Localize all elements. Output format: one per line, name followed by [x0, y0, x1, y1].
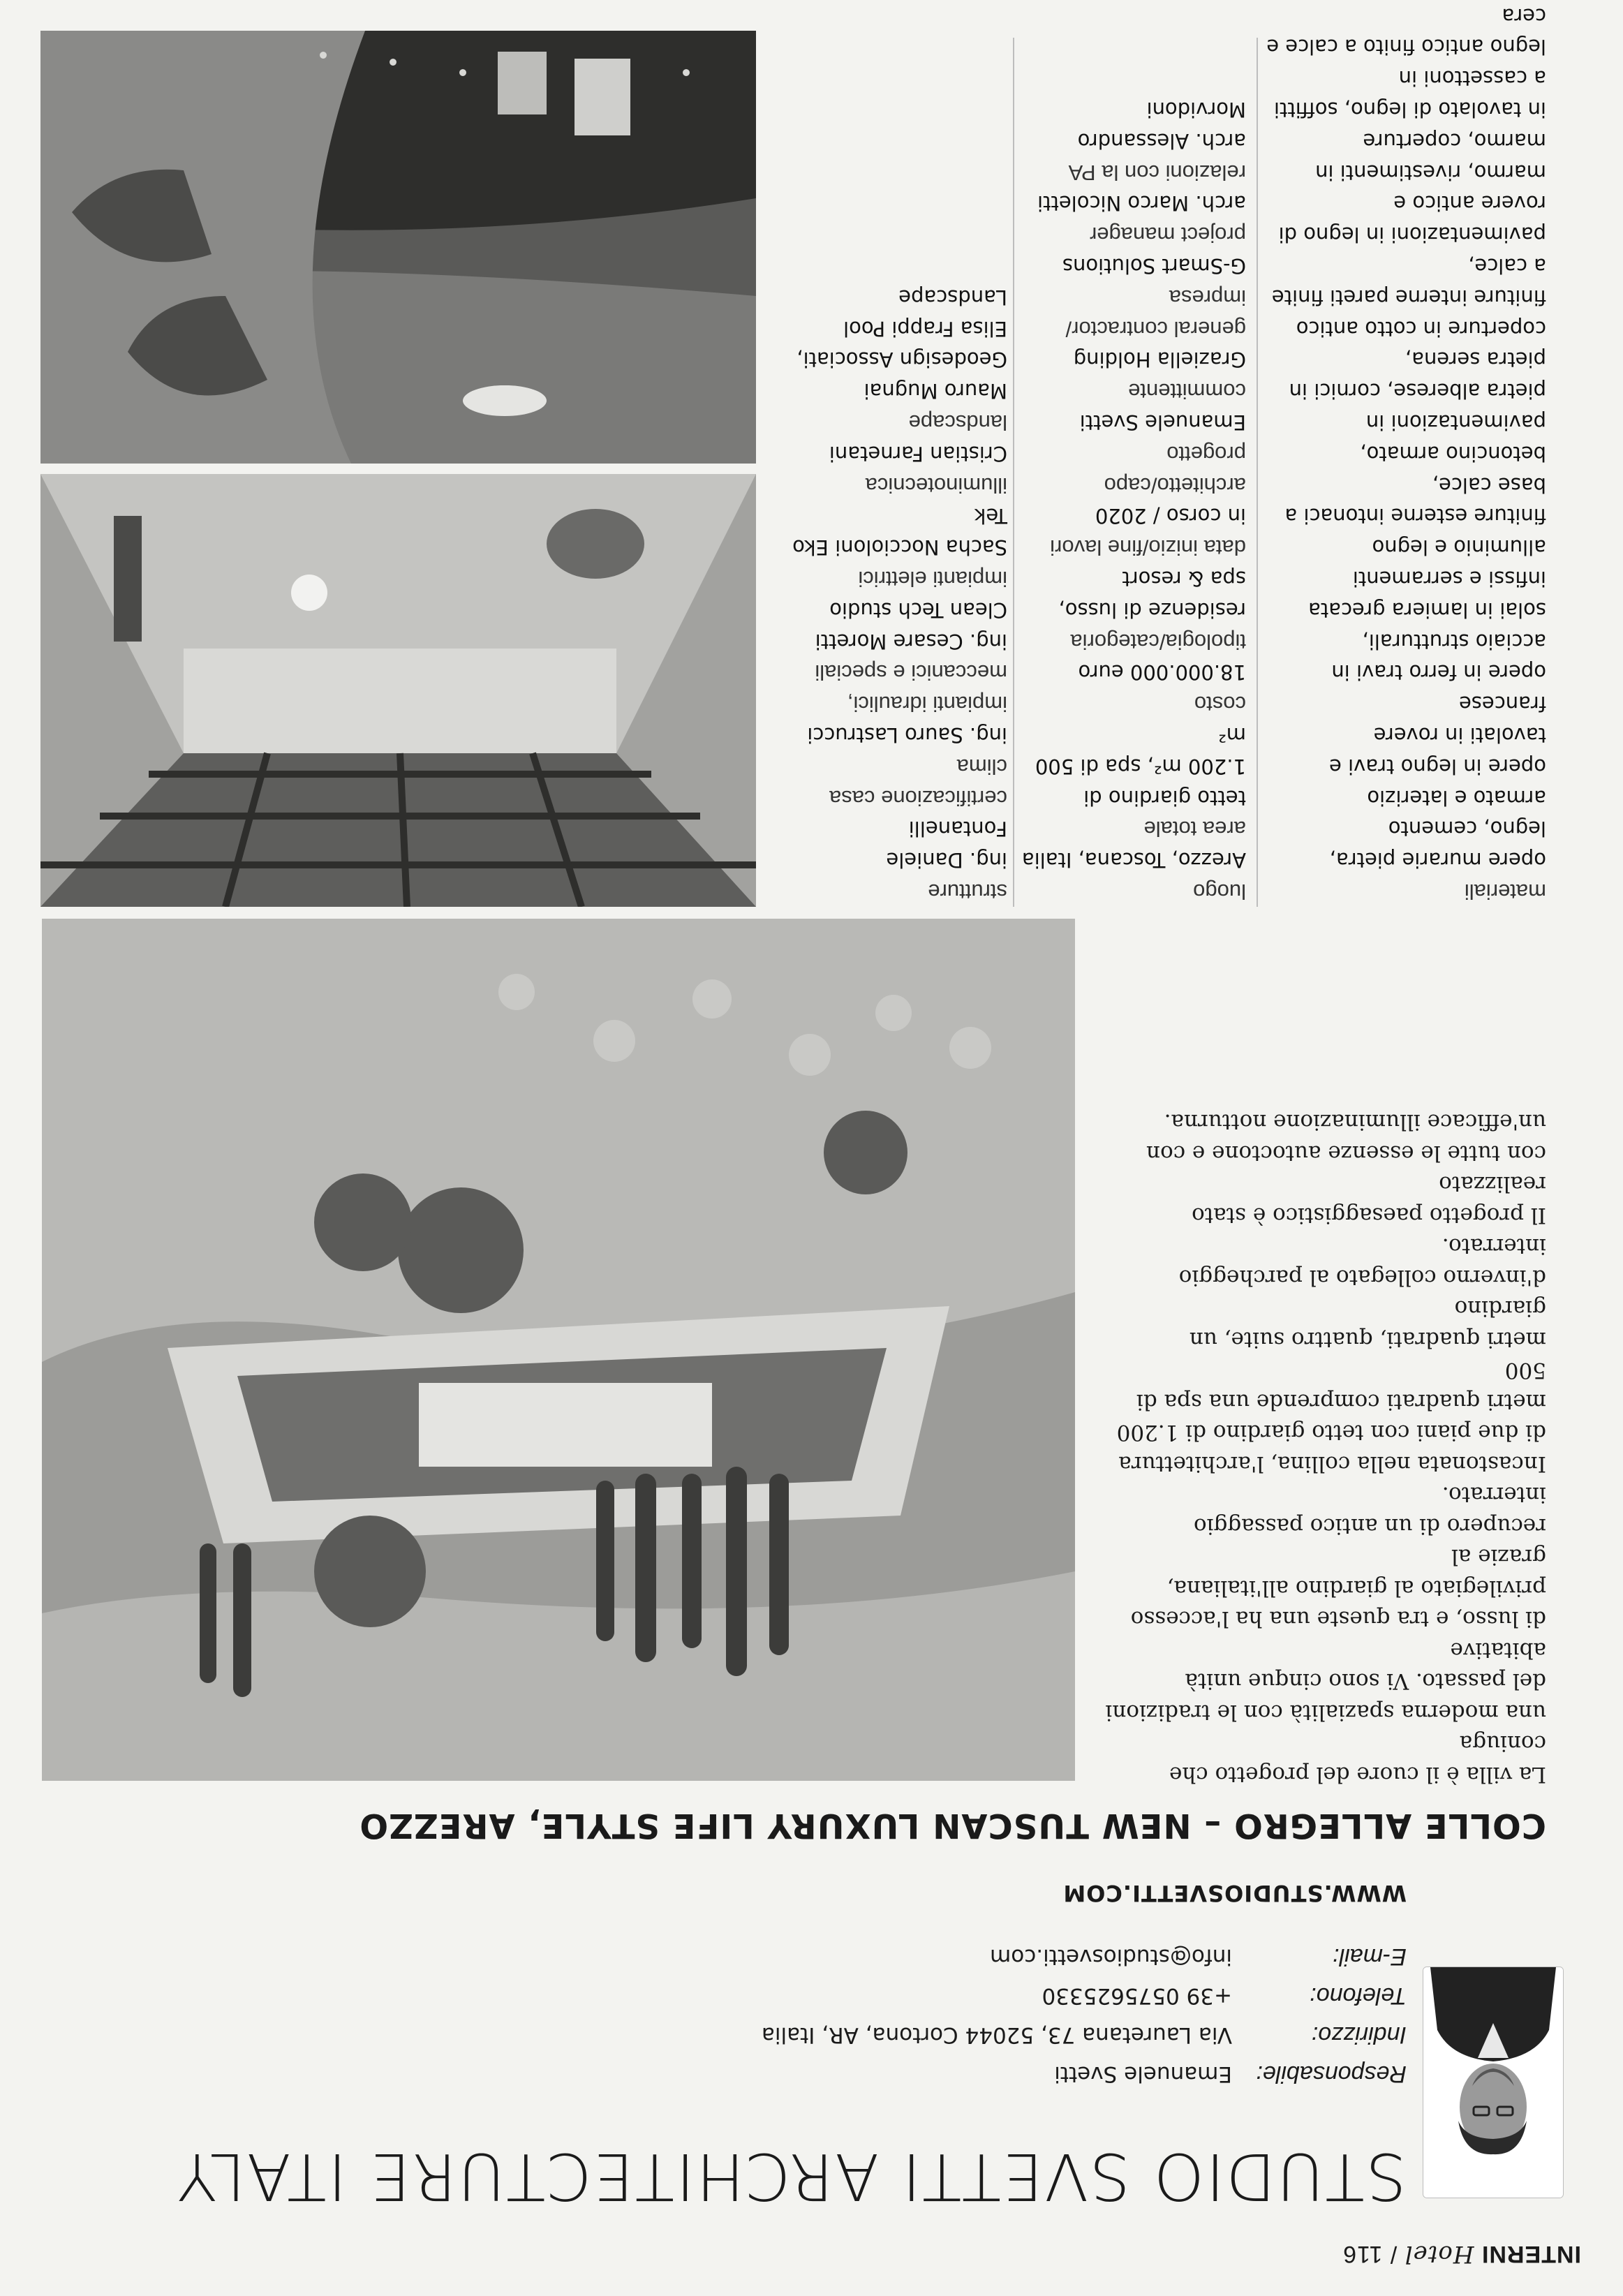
credit-label: tipologia/categoria — [1070, 629, 1246, 654]
credit-value: Elisa Frappi Pool — [843, 316, 1007, 341]
credit-label: area totale — [1143, 817, 1246, 842]
intro-line: una moderna spazialità con le tradizioni — [1105, 1700, 1546, 1725]
consultants-column — [791, 281, 1007, 907]
intro-line: privilegiato al giardino all'italiana, grazie al — [1166, 1544, 1546, 1601]
credit-label: impianti idraulici, meccanici e speciali — [815, 660, 1007, 717]
intro-line: recupero di un antico passaggio interrato. — [1193, 1482, 1546, 1539]
contact-value: +39 0575625330 — [1042, 1983, 1232, 2008]
contact-value: Emanuele Svetti — [1054, 2061, 1232, 2087]
portrait-illustration — [1423, 1967, 1563, 2198]
credit-value: 1.200 m², spa di 500 m² — [1035, 723, 1246, 778]
credit-label: certificazione casa clima — [829, 754, 1007, 810]
credit-label: project manager — [1089, 223, 1246, 248]
contact-label: Indirizzo: — [1311, 2022, 1407, 2048]
contact-label: Telefono: — [1310, 1983, 1407, 2009]
credit-label: luogo — [1193, 880, 1246, 904]
column-divider — [1013, 38, 1014, 907]
credit-value: Morvidoni — [1146, 98, 1246, 122]
credit-label: strutture — [928, 880, 1007, 904]
contact-row — [709, 2054, 1407, 2094]
intro-line: di due piani con tetto giardino di 1.200 — [1116, 1420, 1546, 1446]
credit-label: relazioni con la PA — [1068, 160, 1246, 185]
contact-value: Via Lauretana 73, 52044 Cortona, AR, Italia — [761, 2022, 1232, 2047]
credit-value: residenze di lusso, — [1058, 598, 1246, 622]
intro-line: un'efficace illuminazione notturna. — [1164, 1109, 1546, 1135]
intro-line: metri quadrati, quattro suite, un giardino — [1189, 1296, 1546, 1352]
credit-value: Landscape — [898, 285, 1007, 309]
materials-line: solai in lamiera grecata — [1308, 598, 1546, 622]
credit-value: ing. Daniele Fontanelli — [886, 817, 1007, 873]
credit-value: G-Smart Solutions — [1062, 254, 1246, 279]
studio-title: STUDIO SVETTI ARCHITECTURE ITALY — [176, 2139, 1407, 2214]
project-title: COLLE ALLEGRO – NEW TUSCAN LUXURY LIFE STYLE, AREZZO — [359, 1806, 1546, 1845]
credit-label: illuminotecnica — [865, 473, 1007, 498]
credit-value: Emanuele Svetti — [1079, 410, 1246, 435]
contact-row — [709, 1937, 1407, 1976]
intro-line: Il progetto paesaggistico è stato realizzato — [1192, 1171, 1546, 1228]
credit-value: arch. Marco Nicoletti — [1037, 191, 1246, 216]
materials-line: finiture esterne intonaci a base calce, — [1284, 473, 1546, 528]
aerial-render-photo — [42, 919, 1075, 1781]
spa-render-photo — [40, 31, 756, 464]
credit-label: data inizio/fine lavori — [1050, 535, 1246, 561]
contact-block — [709, 1937, 1407, 2094]
column-divider — [1257, 38, 1258, 907]
credit-value: Graziella Holding — [1073, 348, 1246, 372]
credit-value: Cristian Farnetani — [829, 441, 1007, 466]
materials-line: infissi e serramenti alluminio e legno — [1352, 535, 1546, 591]
credit-value: Geodesign Associati, — [796, 348, 1007, 372]
contact-label: E-mail: — [1333, 1943, 1407, 1970]
interior-render-illustration — [40, 474, 756, 907]
intro-line: con tutte le essenze autoctone e con — [1146, 1141, 1546, 1166]
intro-line: di lusso, e tra queste una ha l'accesso — [1130, 1606, 1546, 1632]
credit-label: impianti elettrici — [858, 567, 1007, 592]
intro-line: La villa è il cuore del progetto che coniuga — [1169, 1731, 1546, 1787]
intro-line: metri quadrati comprende una spa di 500 — [1136, 1358, 1546, 1414]
materials-line: marmo, rivestimenti in marmo, coperture — [1315, 128, 1546, 184]
credit-value: spa & resort — [1122, 567, 1246, 591]
folio — [1342, 2240, 1581, 2268]
materials-line: coperture in cotto antico — [1296, 316, 1546, 341]
materials-line: pietra alberese, cornici in pietra serena, — [1289, 348, 1546, 403]
section-name: Hotel — [1404, 2240, 1474, 2268]
page-number: / 116 — [1342, 2241, 1398, 2267]
credit-label: landscape — [908, 410, 1007, 436]
contact-value: info@studiosvetti.com — [990, 1944, 1232, 1969]
materials-lines — [1263, 0, 1546, 875]
materials-line: armato e laterizio — [1367, 785, 1546, 810]
intro-line: del passato. Vi sono cinque unità abitative — [1185, 1638, 1546, 1694]
credit-value: Sacha Noccioloni Eko — [792, 535, 1007, 560]
intro-line: d'inverno collegato al parcheggio interrato. — [1178, 1234, 1546, 1290]
credit-value: in corso / 2020 — [1095, 504, 1246, 528]
credit-value: Tek — [974, 504, 1007, 528]
materials-line: francese — [1458, 692, 1546, 716]
materials-line: legno antico finito a calce e cera — [1266, 3, 1546, 59]
project-info-column — [1019, 94, 1246, 907]
website-link[interactable]: WWW.STUDIOSVETTI.COM — [1062, 1880, 1407, 1906]
materials-line: opere in legno travi e tavolati in rovere — [1329, 723, 1546, 778]
magazine-name: INTERNI — [1481, 2241, 1581, 2267]
materials-line: betoncino armato, pavimentazioni in — [1360, 410, 1546, 466]
credit-value: Clean Tech studio — [829, 598, 1007, 622]
credit-value: tetto giardino di — [1083, 785, 1246, 810]
materials-line: finiture interne pareti finite a calce, — [1271, 254, 1546, 309]
contact-row — [709, 2015, 1407, 2054]
intro-line: Incastonata nella collina, l'architettura — [1118, 1451, 1546, 1476]
materials-column — [1263, 0, 1546, 907]
credit-label: costo — [1194, 692, 1246, 717]
materials-line: opere murarie pietra, legno, cemento — [1329, 817, 1546, 873]
intro-paragraph — [1099, 1106, 1546, 1790]
credit-value: ing. Cesare Moretti — [815, 629, 1007, 653]
materials-line: in tavolato di legno, soffitti a cassettoni in — [1273, 66, 1546, 122]
contact-row — [709, 1976, 1407, 2015]
aerial-render-illustration — [42, 919, 1075, 1781]
spa-render-illustration — [40, 31, 756, 464]
interior-render-photo — [40, 474, 756, 907]
contact-label: Responsabile: — [1256, 2061, 1407, 2087]
credit-value: Arezzo, Toscana, Italia — [1021, 848, 1246, 873]
credit-value: arch. Alessandro — [1077, 128, 1246, 153]
materials-label: materiali — [1464, 880, 1546, 904]
credit-value: Mauro Mugnai — [864, 379, 1007, 403]
credit-label: general contractor/ impresa — [1065, 285, 1246, 341]
portrait-photo — [1423, 1967, 1564, 2198]
materials-line: pavimentazioni in legno di rovere antico e — [1278, 191, 1546, 247]
credit-value: 18.000.000 euro — [1078, 660, 1246, 685]
credit-label: architetto/capo progetto — [1104, 441, 1246, 498]
credit-label: committente — [1128, 379, 1246, 404]
materials-line: opere in ferro travi in acciaio strutturali, — [1331, 629, 1546, 685]
credit-value: ing. Sauro Lastrucci — [807, 723, 1007, 748]
